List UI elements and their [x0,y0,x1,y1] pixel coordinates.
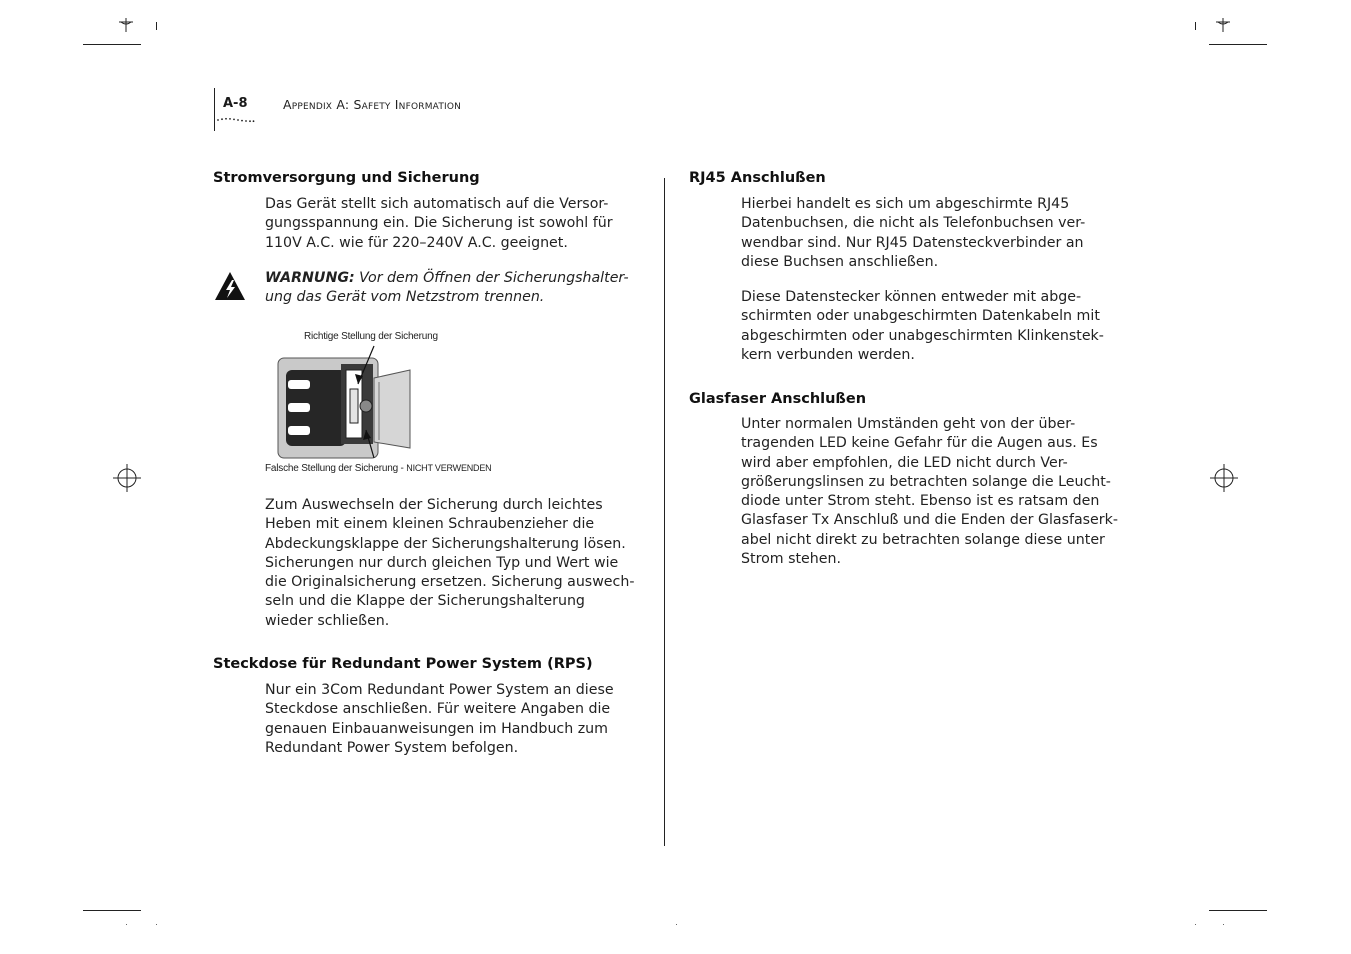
text-line: Nur ein 3Com Redundant Power System an diese [265,682,614,698]
figure-caption-top: Richtige Stellung der Sicherung [304,331,438,342]
text-line: kern verbunden werden. [741,346,915,363]
text-line: Abdeckungsklappe der Sicherungshalterung lösen. [265,535,626,552]
crop-line-top-right [1209,44,1267,45]
section-heading-power: Stromversorgung und Sicherung [213,170,480,186]
power-paragraph [265,195,613,253]
fuse-holder-illustration [276,344,416,462]
text-line: gungsspannung ein. Die Sicherung ist sowohl für [265,215,613,232]
header-rule [214,88,215,131]
rps-paragraph [265,681,614,758]
registration-mark-icon [1213,16,1233,32]
text-line: Glasfaser Tx Anschluß und die Enden der Glasfaserk- [741,512,1118,529]
text-line: Zum Auswechseln der Sicherung durch leichtes [265,497,603,513]
text-line: genauen Einbauanweisungen im Handbuch zum [265,720,608,737]
text-line: abgeschirmten oder unabgeschirmten Klinkenstek- [741,327,1104,344]
rj45-paragraph-2 [741,288,1104,365]
crop-dot [1223,924,1224,925]
text-line: größerungslinsen zu betrachten solange die Leucht- [741,473,1111,490]
fiber-paragraph [741,415,1118,569]
text-line: die Originalsicherung ersetzen. Sicherung auswech- [265,574,635,591]
text-line: tragenden LED keine Gefahr für die Augen aus. Es [741,435,1098,452]
registration-crosshair-icon [1210,464,1238,492]
text-line: Heben mit einem kleinen Schraubenzieher die [265,516,595,533]
registration-mark-icon [116,16,136,32]
text-line: Datenbuchsen, die nicht als Telefonbuchsen ver- [741,215,1086,232]
text-line: wieder schließen. [265,612,390,629]
text-line: 110V A.C. wie für 220–240V A.C. geeignet. [265,234,568,251]
dotted-swoosh-icon [216,114,256,126]
text-line: Sicherungen nur durch gleichen Typ und Wert wie [265,554,619,571]
text-line: Diese Datenstecker können entweder mit abge- [741,289,1082,305]
caption-bottom-text: Falsche Stellung der Sicherung - [265,463,407,474]
crop-dot [676,924,677,925]
crop-line-bottom-left [83,910,141,911]
text-line: Redundant Power System befolgen. [265,739,519,756]
text-line: diode unter Strom steht. Ebenso ist es ratsam den [741,493,1100,510]
text-line: Steckdose anschließen. Für weitere Angaben die [265,701,611,718]
warning-text [265,269,629,308]
warning-triangle-icon [214,271,246,301]
running-head: Appendix A: Safety Information [283,97,462,112]
page-number: A-8 [223,96,248,111]
section-heading-rj45: RJ45 Anschlußen [689,170,826,186]
text-line: abel nicht direkt zu betrachten solange diese unter [741,531,1105,548]
text-line: Strom stehen. [741,551,842,568]
crop-line-top-left [83,44,141,45]
crop-line-bottom-right [1209,910,1267,911]
crop-dot [126,924,127,925]
section-heading-rps: Steckdose für Redundant Power System (RPS) [213,656,593,672]
caption-bottom-caps: NICHT VERWENDEN [406,463,492,473]
column-divider [664,178,665,846]
warning-line [265,288,629,307]
fuse-replace-paragraph [265,496,634,631]
crop-tick-top-left [156,22,157,30]
warning-label: WARNUNG: [265,270,355,286]
text-line: Das Gerät stellt sich automatisch auf die Versor- [265,196,609,212]
registration-crosshair-icon [113,464,141,492]
warning-line [265,269,629,288]
text-line: seln und die Klappe der Sicherungshalterung [265,593,585,610]
warning-text-part: Vor dem Öffnen der Sicherungshalter- [354,270,629,286]
figure-caption-bottom [265,463,491,474]
text-line: diese Buchsen anschließen. [741,253,939,270]
crop-tick-top-right [1195,22,1196,30]
crop-dot [1195,924,1196,925]
text-line: wird aber empfohlen, die LED nicht durch Ver- [741,454,1068,471]
section-heading-fiber: Glasfaser Anschlußen [689,391,867,407]
crop-dot [156,924,157,925]
warning-text-part: ung das Gerät vom Netzstrom trennen. [265,289,545,306]
text-line: wendbar sind. Nur RJ45 Datensteckverbinder an [741,234,1084,251]
text-line: schirmten oder unabgeschirmten Datenkabeln mit [741,308,1100,325]
text-line: Hierbei handelt es sich um abgeschirmte RJ45 [741,196,1070,212]
rj45-paragraph-1 [741,195,1085,272]
text-line: Unter normalen Umständen geht von der über- [741,416,1076,432]
